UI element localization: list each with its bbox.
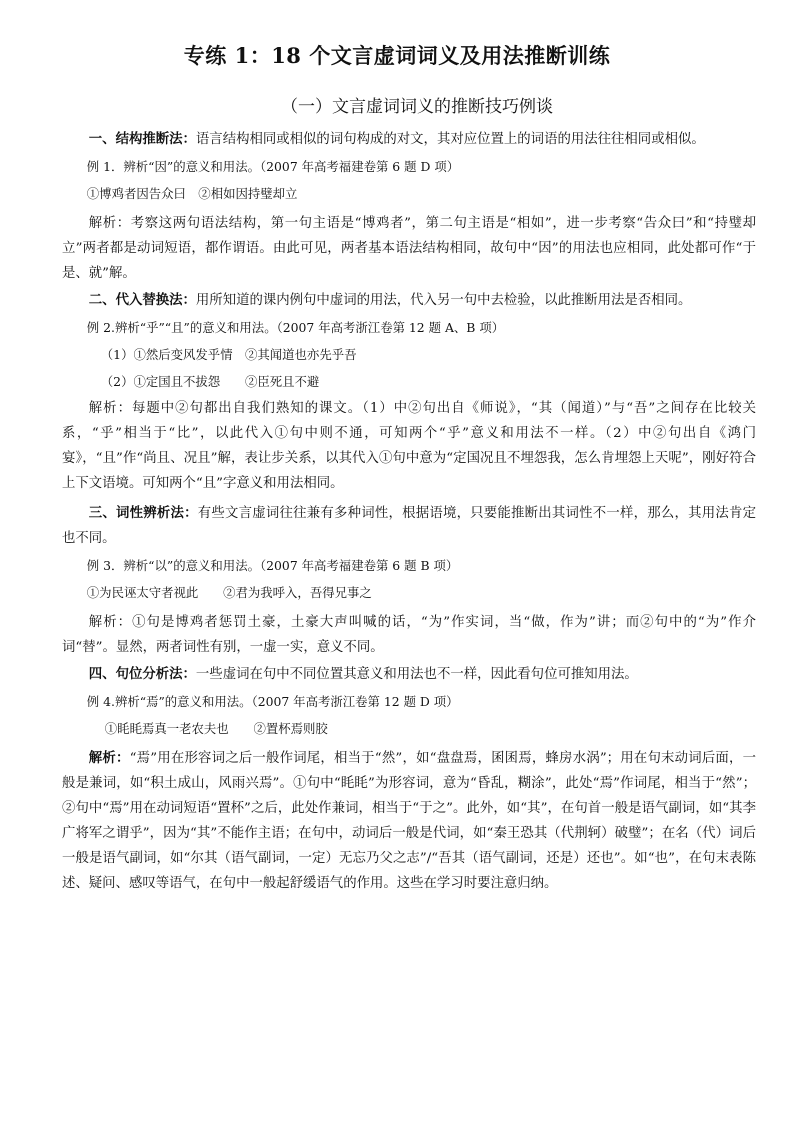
example-4: 例 4.辨析“焉”的意义和用法。（2007 年高考浙江卷第 12 题 D 项） — [86, 694, 459, 709]
section-2-heading-paragraph — [62, 288, 756, 313]
section-3-heading: 三、词性辨析法： — [88, 505, 198, 521]
example-4-analysis-paragraph — [62, 746, 756, 896]
section-3-heading-text: 有些文言虚词往往兼有多种词性，根据语境，只要能推断出其词性不一样，那么，其用法肯定也不同。 — [62, 506, 756, 546]
section-1-heading-paragraph — [62, 127, 756, 152]
section-2-heading: 二、代入替换法： — [88, 292, 196, 308]
section-1-heading: 一、结构推断法： — [88, 131, 196, 147]
example-1-sentences: ①博鸡者因告众曰 ②相如因持璧却立 — [86, 186, 298, 201]
section-2-heading-text: 用所知道的课内例句中虚词的用法，代入另一句中去检验，以此推断用法是否相同。 — [195, 293, 692, 308]
example-2: 例 2.辨析“乎”“且”的意义和用法。（2007 年高考浙江卷第 12 题 A、B 项） — [86, 320, 505, 335]
example-2-item-2: （2）①定国且不拔怨 ②臣死且不避 — [100, 374, 320, 389]
example-4-sentences: ①眊眊焉真一老农夫也 ②置杯焉则胶 — [104, 721, 328, 736]
example-2-item-1: （1）①然后变风发乎情 ②其闻道也亦先乎吾 — [100, 347, 357, 362]
example-3-sentences: ①为民诬太守者视此 ②君为我呼入，吾得兄事之 — [86, 585, 372, 600]
page-title: 专练 1：18 个文言虚词词义及用法推断训练 — [183, 43, 611, 68]
section-1-heading-text: 语言结构相同或相似的词句构成的对文，其对应位置上的词语的用法往往相同或相似。 — [195, 132, 705, 147]
example-3-analysis: 解析：①句是博鸡者惩罚土豪，土豪大声叫喊的话，“为”作实词，当“做，作为”讲；而②句中的“为”作介词“替”。显然，两者词性有别，一虚一实，意义不同。 — [62, 615, 756, 655]
section-subtitle: （一）文言虚词词义的推断技巧例谈 — [281, 97, 553, 117]
example-1: 例 1．辨析“因”的意义和用法。（2007 年高考福建卷第 6 题 D 项） — [86, 159, 460, 174]
example-4-analysis-label: 解析： — [88, 750, 130, 766]
example-3: 例 3．辨析“以”的意义和用法。（2007 年高考福建卷第 6 题 B 项） — [86, 558, 459, 573]
example-4-analysis: “焉”用在形容词之后一般作词尾，相当于“然”，如“盘盘焉，囷囷焉，蜂房水涡”；用在句末动词后面，一般是兼词，如“积土成山，风雨兴焉”。①句中“眊眊”为形容词，意为“昏乱，糊涂”，此处“焉”作词尾，相当于“然”；②句中“焉”用在动词短语“置杯”之后，此处作兼词，相当于“于之”。此外，如“其”，在句首一般是语气副词，如“其李广将军之谓乎”，因为“其”不能作主语；在句中，动词后一般是代词，如“秦王恐其（代荆轲）破璧”；在名（代）词后一般是语气副词，如“尔其（语气副词，一定）无忘乃父之志”/“吾其（语气副词，还是）还也”。如“也”，在句末表陈述、疑问、感叹等语气，在句中一般起舒缓语气的作用。这些在学习时要注意归纳。 — [62, 751, 756, 891]
section-4-heading-text: 一些虚词在句中不同位置其意义和用法也不一样，因此看句位可推知用法。 — [195, 667, 638, 682]
example-1-analysis: 解析：考察这两句语法结构，第一句主语是“博鸡者”，第二句主语是“相如”，进一步考察“告众曰”和“持璧却立”两者都是动词短语，都作谓语。由此可见，两者基本语法结构相同，故句中“因”的用法也应相同，此处都可作“于是、就”解。 — [62, 216, 756, 281]
section-3-heading-paragraph — [62, 501, 756, 551]
document-body — [62, 127, 756, 896]
section-4-heading-paragraph — [62, 662, 756, 687]
section-4-heading: 四、句位分析法： — [88, 666, 196, 682]
example-2-analysis: 解析：每题中②句都出自我们熟知的课文。（1）中②句出自《师说》，“其（闻道）”与“吾”之间存在比较关系，“乎”相当于“比”，以此代入①句中则不通，可知两个“乎”意义和用法不一样。（2）中②句出自《鸿门宴》，“且”作“尚且、况且”解，表让步关系，以其代入①句中意为“定国况且不埋怨我，怎么肯埋怨上天呢”，刚好符合上下文语境。可知两个“且”字意义和用法相同。 — [62, 401, 756, 491]
